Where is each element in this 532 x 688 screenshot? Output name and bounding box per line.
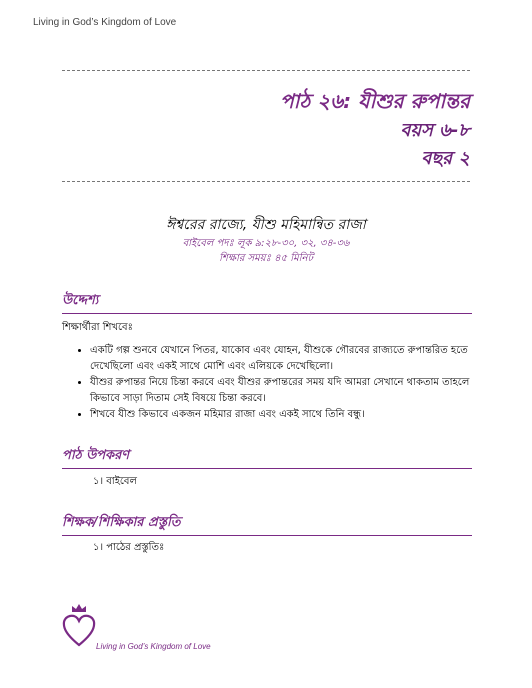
lesson-info <box>0 216 532 266</box>
lesson-subtitle: ঈশ্বরের রাজ্যে, যীশু মহিমান্বিত রাজা <box>166 217 366 233</box>
materials-item: ১। বাইবেল <box>93 476 137 487</box>
lesson-duration: শিক্ষার সময়ঃ ৪৫ মিনিট <box>219 252 313 264</box>
lesson-title: পাঠ ২৬: যীশুর রুপান্তর <box>280 89 470 113</box>
objectives-intro: শিক্ষার্থীরা শিখবেঃ <box>62 322 133 333</box>
footer-text: Living in God’s Kingdom of Love <box>96 642 211 651</box>
objectives-list <box>62 343 470 424</box>
materials-heading: পাঠ উপকরণ <box>62 446 472 469</box>
page-header-text: Living in God’s Kingdom of Love <box>33 17 177 28</box>
top-divider <box>62 70 470 71</box>
list-item: • শিখবে যীশু কিভাবে একজন মহিমার রাজা এবং একই সাথে তিনি বন্ধু। <box>90 407 470 423</box>
title-block <box>280 86 470 173</box>
bible-reference: বাইবেল পদঃ লূক ৯:২৮-৩০, ৩২, ৩৪-৩৬ <box>182 237 350 249</box>
crown-heart-logo-icon <box>62 603 96 649</box>
age-range: বয়স ৬-৮ <box>400 120 470 141</box>
year-label: বছর ২ <box>421 147 470 169</box>
title-divider <box>62 181 470 182</box>
objectives-heading: উদ্দেশ্য <box>62 291 472 314</box>
list-item: • একটি গল্প শুনবে যেখানে পিতর, যাকোব এবং যোহন, যীশুকে গৌরবের রাজ্যতে রুপান্তরিত হতে দেখেছিলো এবং একই সাথে মোশি এবং এলিয়কে দেখেছিলো। <box>90 343 470 374</box>
teacher-prep-heading: শিক্ষক/শিক্ষিকার প্রস্তুতি <box>62 513 472 536</box>
list-item: • যীশুর রুপান্তর নিয়ে চিন্তা করবে এবং যীশুর রুপান্তরের সময় যদি আমরা সেখানে থাকতাম তাহলে কিভাবে সাড়া দিতাম সেই বিষয়ে চিন্তা করবে। <box>90 375 470 406</box>
teacher-prep-item: ১। পাঠের প্রস্তুতিঃ <box>93 542 165 553</box>
